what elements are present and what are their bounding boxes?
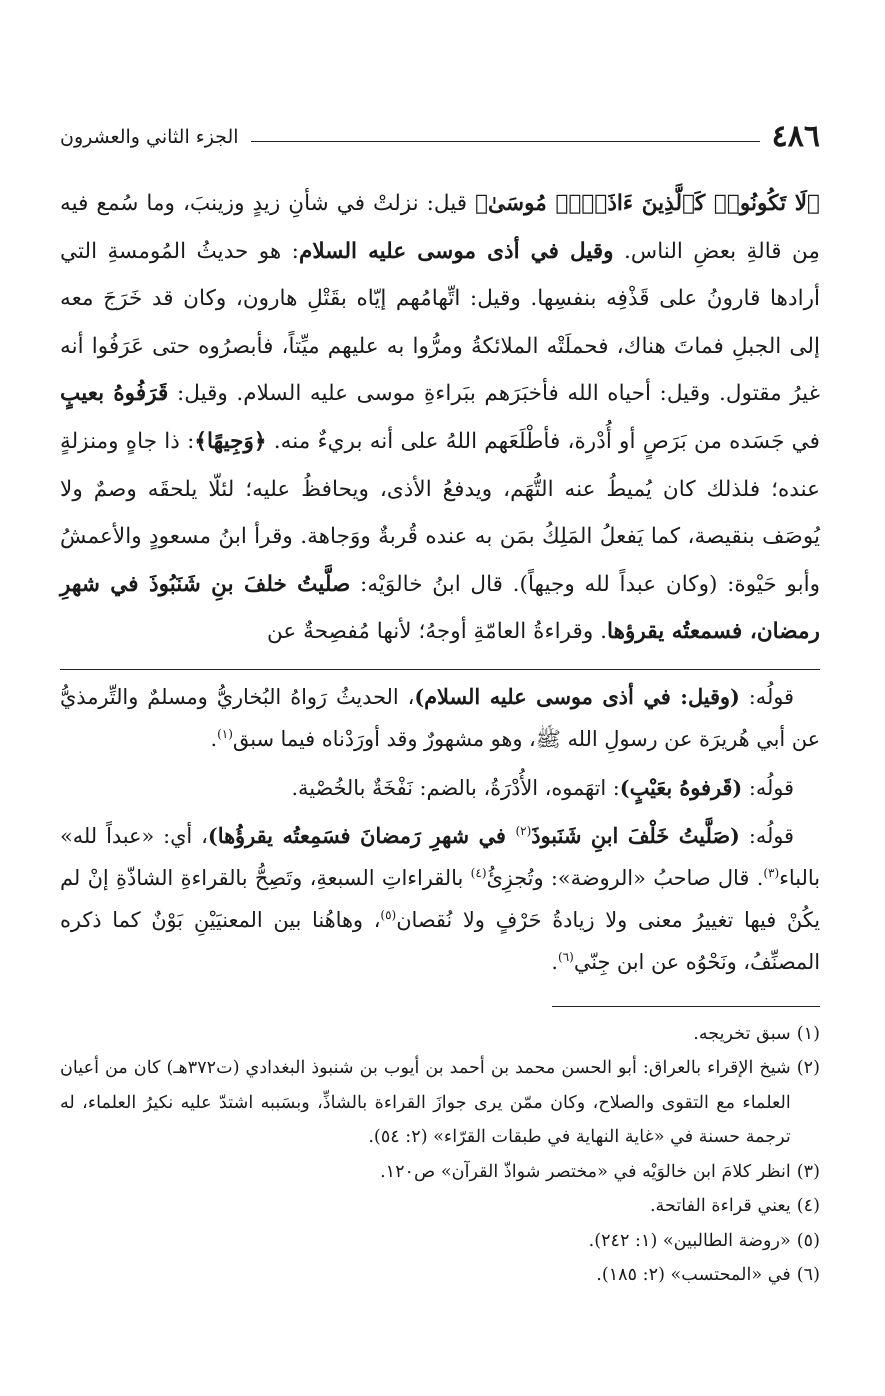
footnote-text: انظر كلامَ ابن خالوَيْه في «مختصر شواذّ القرآن» ص١٢٠.: [380, 1161, 791, 1182]
commentary-quote: (وقيل: في أذى موسى عليه السلام): [414, 683, 740, 709]
footnote: [60, 1189, 820, 1224]
commentary-separator: [60, 669, 820, 670]
commentary-text: ، أي: «عبداً لله» بالباء: [60, 824, 820, 891]
main-text-segment: في جَسَده من بَرَصٍ أو أُدْرة، فأطْلَعَهم اللهُ على أنه بريءٌ منه.: [266, 428, 820, 454]
main-text-segment: . وقراءةُ العامّةِ أوجهُ؛ لأنها مُفصِحةٌ عن: [266, 619, 607, 645]
footnote: [60, 1224, 820, 1259]
commentary-quote: (صَلَّيتُ خَلْفَ ابنِ شَنَبوذَ: [531, 823, 740, 849]
commentary-paragraph: [60, 815, 820, 983]
footnote: [60, 1258, 820, 1293]
commentary-lead: قولُه:: [739, 824, 794, 849]
main-text-segment: : هو حديثُ المُومسةِ التي أرادها قارونُ على قَذْفِه بنفسِها. وقيل: اتِّهامُهم إيّاه بقَتْلِ هارون، وكان قد خَرَجَ معه إلى الجبلِ فماتَ هناك، فحملَتْه الملائكةُ ومرُّوا به عليهم ميِّتاً، فأبصرُوه حتى عَرَفُوا أنه غيرُ مقتول. وقيل: أحياه الله فأخبَرَهم ببَراءةِ موسى عليه السلام. وقيل:: [60, 238, 820, 407]
footnote-text: شيخ الإقراء بالعراق: أبو الحسن محمد بن أحمد بن أيوب بن شنبوذ البغدادي (ت٣٧٢هـ) كان من أعيان العلماء مع التقوى والصلاح، وكان ممّن يرى جوازَ القراءة بالشاذِّ، وبسَببه اشتدّ عليه نكيرُ العلماء، له ترجمة حسنة في «غاية النهاية في طبقات القرّاء» (٢: ٥٤).: [60, 1058, 791, 1148]
footnote-number: (٥): [796, 1230, 820, 1251]
main-paragraph: [60, 180, 820, 656]
footnote-ref[interactable]: (٢): [515, 824, 532, 839]
footnote-text: يعني قراءة الفاتحة.: [649, 1196, 791, 1217]
commentary: [60, 676, 820, 984]
commentary-text: : اتهَموه، الأُدْرَةُ، بالضم: نَفْخَةٌ بالخُصْية.: [291, 775, 620, 800]
main-text: [60, 180, 820, 656]
footnote: [60, 1155, 820, 1190]
quran-word: ﴿وَجِيهًا﴾: [194, 428, 267, 454]
footnote: [60, 1017, 820, 1052]
footnote-separator: [552, 1006, 820, 1007]
footnote-ref[interactable]: (١): [217, 726, 233, 741]
page-number: ٤٨٦: [771, 119, 820, 154]
commentary-lead: قولُه:: [742, 775, 794, 800]
footnote-text: سبق تخريجه.: [693, 1023, 791, 1044]
bold-phrase: صلَّيتُ خلفَ بنِ شَنَبُوذَ في شهرِ رمضان، فسمعتُه يقرؤها: [60, 571, 820, 645]
main-text-segment: قيل: نزلتْ في شأنِ زيدٍ وزينبَ، وما سُمع فيه مِن قالةِ بعضِ الناس.: [60, 191, 820, 264]
footnote-ref[interactable]: (٥): [380, 908, 397, 922]
footnote-text: «روضة الطالبين» (١: ٢٤٢).: [588, 1230, 791, 1251]
commentary-text: . قال صاحبُ «الروضة»: وتُجزِئُ: [486, 866, 764, 891]
commentary-paragraph: [60, 676, 820, 761]
commentary-text: بالقراءاتِ السبعةِ، وتَصِحُّ بالقراءةِ الشاذّةِ إنْ لم يكُنْ فيها تغييرُ معنى ولا زيادةُ حَرْفٍ ولا نُقصان: [60, 866, 821, 932]
footnote-ref[interactable]: (٦): [558, 949, 574, 964]
footnote-number: (٦): [796, 1265, 820, 1286]
running-header: [60, 112, 820, 162]
main-text-segment: : ذا جاهٍ ومنزلةٍ عنده؛ فلذلك كان يُميطُ عنه التُّهَم، ويدفعُ الأذى، ويحافظُ عليه؛ لئلّا يلحقَه وصمٌ ولا يُوصَف بنقيصة، كما يَفعلُ المَلِكُ بمَن به عنده قُربةٌ ووَجاهة. وقرأ ابنُ مسعودٍ والأعمشُ وأبو حَيْوة: (وكان عبداً لله وجيهاً). قال ابنُ خالوَيْه:: [60, 428, 821, 597]
footnote-number: (٣): [796, 1161, 820, 1182]
footnote: [60, 1051, 820, 1155]
quran-verse: ﴿لَا تَكُونُوا۟ كَٱلَّذِينَ ءَاذَوۡا۟ مُوسَىٰ﴾: [475, 191, 820, 216]
footnote-number: (١): [796, 1023, 820, 1044]
commentary-quote: (قَرفوهُ بعَيْبٍ): [619, 774, 743, 800]
bold-phrase: قَرَفُوهُ بعيبٍ: [60, 381, 169, 407]
commentary-lead: قولُه:: [739, 684, 794, 709]
footnote-ref[interactable]: (٤): [470, 866, 487, 881]
commentary-quote: في شهرِ رَمضانَ فسَمِعتُه يقرؤُها): [207, 823, 516, 849]
commentary-text: .: [210, 726, 218, 751]
header-rule: [251, 141, 760, 142]
commentary-text: ، الحديثُ رَواهُ البُخاريُّ ومسلمٌ والتِّرمذيُّ عن أبي هُريرَة عن رسولِ الله ﷺ، وهو مشهورٌ وقد أورَدْناه فيما سبق: [60, 684, 820, 751]
book-page: [60, 112, 820, 1293]
footnote-text: في «المحتسب» (٢: ١٨٥).: [596, 1265, 791, 1286]
footnote-number: (٤): [796, 1196, 820, 1217]
footnote-number: (٢): [796, 1058, 820, 1079]
bold-phrase: وقيل في أذى موسى عليه السلام: [298, 238, 614, 264]
commentary-paragraph: [60, 767, 820, 810]
footnotes: [60, 1017, 820, 1293]
commentary-text: ، وهاهُنا بين المعنيَيْنِ بَوْنٌ كما ذكره المصنِّفُ، ونَحْوُه عن ابن جِنّي: [60, 907, 820, 974]
footnote-ref[interactable]: (٣): [763, 866, 780, 881]
commentary-text: .: [551, 949, 559, 974]
running-title: الجزء الثاني والعشرون: [60, 125, 239, 148]
